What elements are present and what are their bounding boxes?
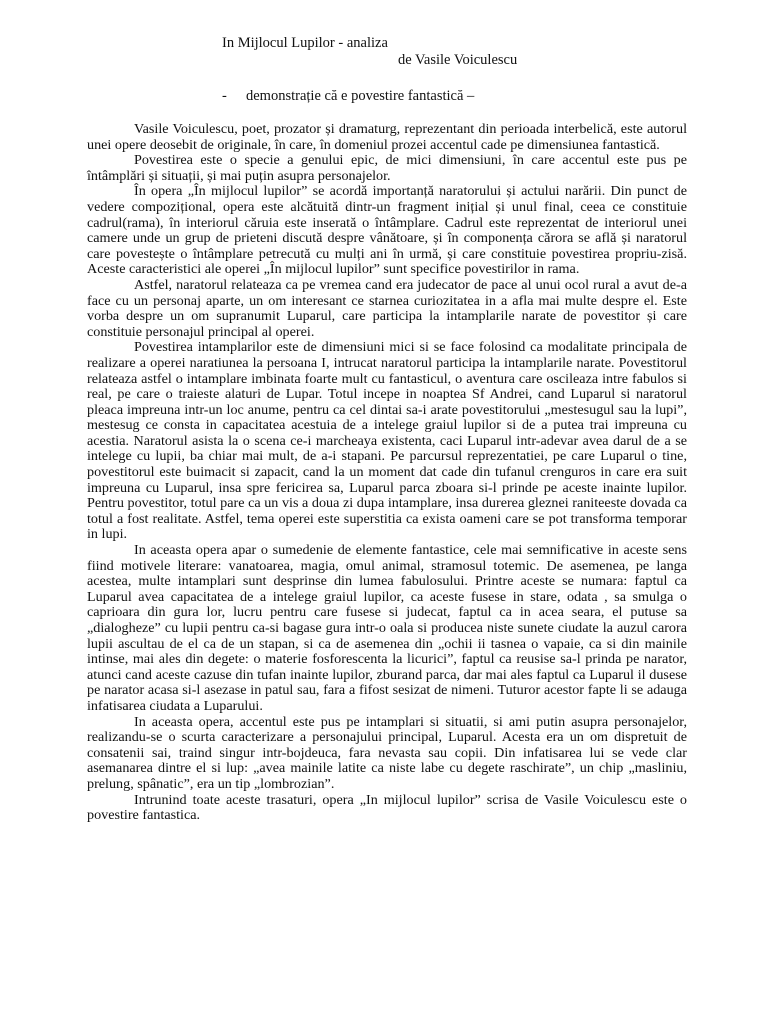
document-subtitle (222, 88, 474, 105)
paragraph: În opera „În mijlocul lupilor” se acordă importanță naratorului și actului narării. Din punct de vedere compozițional, opera este alcătuită dintr-un fragment inițial și unul final, ceea ce constituie cadrul(rama), în interiorul căruia este inserată o întâmplare. Cadrul este reprezentat de interiorul unei camere unde un grup de prieteni discută despre vânătoare, și în componența cărora se află și naratorul care povestește o întâmplare petrecută cu mulți ani în urmă, și care constituie povestirea propriu-zisă. Aceste caracteristici ale operei „În mijlocul lupilor” sunt specifice povestirilor in rama. (87, 183, 687, 278)
paragraph: Astfel, naratorul relateaza ca pe vremea cand era judecator de pace al unui ocol rural a avut de-a face cu un personaj aparte, un om interesant ce starnea curiozitatea in a afla mai multe despre el. Este vorba despre un om supranumit Luparul, care participa la intamplarile narate de povestitor și care constituie personajul principal al operei. (87, 276, 687, 340)
paragraph: Povestirea intamplarilor este de dimensiuni mici si se face folosind ca modalitate principala de realizare a operei naratiunea la persoana I, intrucat naratorul participa la intamplarile narate. Povestitorul relateaza astfel o intamplare imbinata foarte mult cu fantasticul, o aventura care oscileaza intre fabulos si real, pe care o traieste alaturi de Lupar. Totul incepe in noaptea Sf Andrei, cand Luparul si naratorul pleaca impreuna intr-un loc anume, pentru ca cel dintai sa-i arate povestitorului „mestesugul sau la lupi”, mestesug ce consta in capacitatea acestuia de a intelege graiul lupilor si de a putea trai impreuna cu acestia. Naratorul asista la o scena ce-i marcheaya existenta, caci Luparul intr-adevar avea darul de a se intelege cu lupii, ba chiar mai mult, de a-i stapani. Pe parcursul reprezentatiei, pe care Luparul o tine, povestitorul este buimacit si zapacit, cand la un moment dat cade din tufanul crenguros in care era suit impreuna cu Luparul, insa spre fericirea sa, Luparul parca zboara si-l prinde pe aceste inainte lupilor. Pentru povestitor, totul pare ca un vis a doua zi dupa intamplare, insa durerea gleznei raniteeste dovada ca totul a fost realitate. Astfel, tema operei este superstitia ca exista oameni care se pot transforma temporar in lupi. (87, 339, 687, 543)
document-title: In Mijlocul Lupilor - analiza (222, 35, 388, 51)
document-body (87, 122, 687, 824)
document-author: de Vasile Voiculescu (398, 52, 518, 68)
paragraph: Intrunind toate aceste trasaturi, opera „In mijlocul lupilor” scrisa de Vasile Voiculescu este o povestire fantastica. (87, 791, 687, 824)
paragraph: In aceasta opera apar o sumedenie de elemente fantastice, cele mai semnificative in aceste sens fiind motivele literare: vanatoarea, magia, omul animal, stramosul totemic. De asemenea, pe langa acestea, multe intamplari sunt desprinse din lumea fabulosului. Printre aceste se numara: faptul ca Luparul avea capacitatea de a intelege graiul lupilor, ca aceste fusese in stare, odata , sa smulga o caprioara din gura lor, lucru pentru care fusese si judecat, faptul ca in acea seara, el putuse sa „dialogheze” cu lupii pentru ca-si bagase gura intr-o oala si producea niste sunete ciudate la auzul carora lupii ascultau de el ca de un stapan, si ca de asemenea din „ochii ii tasnea o vapaie, ca si din mainile intinse, mai ales din degete: o materie fosforescenta la licurici”, faptul ca reusise sa-l prinda pe narator, atunci cand aceste cazuse din tufan inainte lupilor, zburand parca, dar mai ales faptul ca Luparul il dusese pe narator acasa si-l asezase in patul sau, fara a fifost sesizat de nimeni. Tuturor acestor fapte li se adauga infatisarea ciudata a Luparului. (87, 542, 687, 714)
subtitle-dash: - (222, 88, 227, 104)
paragraph: In aceasta opera, accentul este pus pe intamplari si situatii, si ami putin asupra personajelor, realizandu-se o scurta caracterizare a personajului principal, Luparul. Acesta era un om dispretuit de consatenii sai, traind singur intr-bojdeuca, fara nevasta sau copii. Din infatisarea lui se vede clar asemanarea dintre el si lup: „avea mainile latite ca niste labe cu degete raschirate”, un chip „masliniu, prelung, spânatic”, era un tip „lombrozian”. (87, 713, 687, 792)
subtitle-text: demonstrație că e povestire fantastică – (246, 88, 475, 104)
paragraph: Vasile Voiculescu, poet, prozator și dramaturg, reprezentant din perioada interbelică, este autorul unei opere deosebit de originale, în care, în domeniul prozei accentul cade pe dimensiunea fantastică. (87, 121, 687, 153)
paragraph: Povestirea este o specie a genului epic, de mici dimensiuni, în care accentul este pus pe întâmplări și situații, și mai puțin asupra personajelor. (87, 152, 687, 184)
